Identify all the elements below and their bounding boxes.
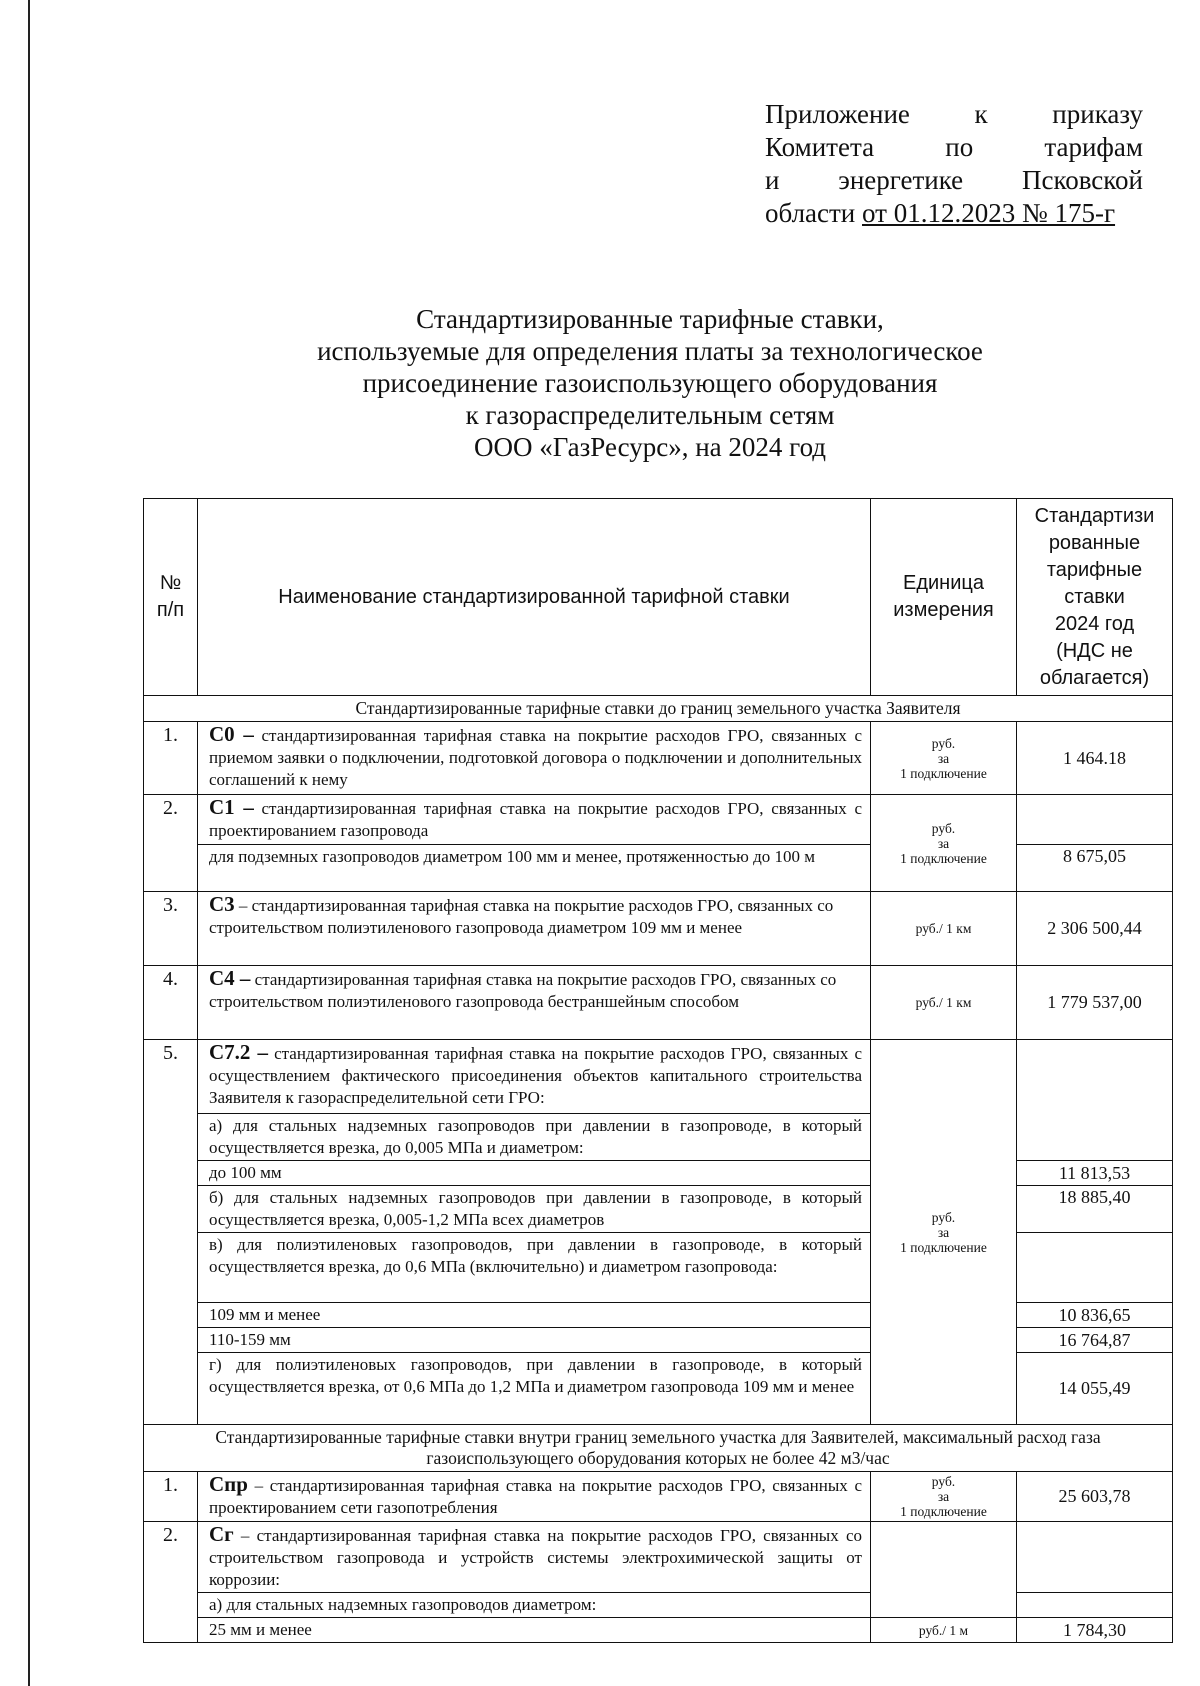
rate-code: С3 [209,892,235,916]
rate-value: 11 813,53 [1017,1161,1173,1186]
rate-subitem: 110-159 мм [198,1328,871,1353]
rate-description [198,722,871,795]
rate-subitem: г) для полиэтиленовых газопроводов, при давлении в газопроводе, в который осуществляется врезка, от 0,6 МПа до 1,2 МПа и диаметром газопровода 109 мм и менее [198,1353,871,1425]
rate-value-empty [1017,1522,1173,1593]
title-line-2: используемые для определения платы за технологическое [317,336,983,366]
rate-value: 1 784,30 [1017,1618,1173,1643]
rate-description [198,892,871,966]
rate-value-empty [1017,795,1173,845]
rate-text: стандартизированная тарифная ставка на покрытие расходов ГРО, связанных с проектированием газопровода [209,799,862,840]
unit-text: 1 подключение [900,1504,987,1519]
document-title [150,303,1150,463]
header-text: ставки [1064,585,1125,608]
rate-subitem: б) для стальных надземных газопроводов при давлении в газопроводе, в который осуществляется врезка, 0,005-1,2 МПа всех диаметров [198,1186,871,1233]
rate-description [198,1522,871,1593]
rate-code: С7.2 – [209,1040,269,1064]
order-reference: от 01.12.2023 № 175-г [862,198,1116,228]
rate-code: Спр [209,1472,248,1496]
header-text: п/п [156,599,185,621]
rate-value: 14 055,49 [1017,1353,1173,1425]
title-line-1: Стандартизированные тарифные ставки, [416,304,884,334]
rate-unit [871,722,1017,795]
approval-word: Комитета [765,132,875,162]
header-value [1017,499,1173,696]
rate-value: 16 764,87 [1017,1328,1173,1353]
approval-word: энергетике [838,165,964,195]
rate-unit: руб./ 1 км [871,892,1017,966]
header-text: облагается) [1039,666,1150,689]
section-heading-1: Стандартизированные тарифные ставки до границ земельного участка Заявителя [144,696,1173,722]
row-number: 2. [144,795,198,892]
rate-value-empty [1017,1593,1173,1618]
rate-unit: руб./ 1 м [871,1618,1017,1643]
table-row [144,795,1173,845]
unit-text: за [937,1224,950,1240]
header-num [144,499,198,696]
approval-word: по [945,132,974,162]
row-number: 4. [144,966,198,1040]
rate-subitem: для подземных газопроводов диаметром 100 мм и менее, протяженностью до 100 м [198,845,871,892]
rate-subitem: а) для стальных надземных газопроводов при давлении в газопроводе, в который осуществляется врезка, до 0,005 МПа и диаметром: [198,1114,871,1161]
rate-code: Сг [209,1522,234,1546]
tariff-rates-table [143,498,1173,1643]
approval-word: тарифам [1044,132,1143,162]
table-subrow [144,1593,1173,1618]
rate-value: 1 464.18 [1017,722,1173,795]
rate-description [198,1040,871,1114]
approval-block [765,98,1143,230]
rate-subitem: 109 мм и менее [198,1303,871,1328]
rate-subitem: а) для стальных надземных газопроводов диаметром: [198,1593,871,1618]
rate-subitem: 25 мм и менее [198,1618,871,1643]
header-unit [871,499,1017,696]
table-header-row [144,499,1173,696]
unit-text: 1 подключение [900,850,987,866]
approval-line-2 [765,131,1143,164]
approval-line-1 [765,98,1143,131]
rate-value: 25 603,78 [1017,1472,1173,1522]
rate-text: – стандартизированная тарифная ставка на покрытие расходов ГРО, связанных со строительством полиэтиленового газопровода диаметром 109 мм и менее [209,896,834,937]
section-row [144,1425,1173,1472]
title-line-4: к газораспределительным сетям [465,400,835,430]
row-number: 2. [144,1522,198,1643]
table-subrow [144,1161,1173,1186]
header-text: Стандартизи [1034,504,1155,527]
unit-text: за [937,835,950,851]
header-text: измерения [893,599,994,621]
header-text: Единица [903,572,984,594]
approval-line-4 [765,197,1143,230]
table-subrow [144,1233,1173,1303]
rate-text: стандартизированная тарифная ставка на покрытие расходов ГРО, связанных со строительством полиэтиленового газопровода бестраншейным способом [209,970,837,1011]
table-row [144,1522,1173,1593]
approval-word: Приложение [765,99,910,129]
approval-word: приказу [1052,99,1143,129]
rate-description [198,795,871,845]
rate-subitem: в) для полиэтиленовых газопроводов, при давлении в газопроводе, в который осуществляется врезка, до 0,6 МПа (включительно) и диаметром газопровода: [198,1233,871,1303]
approval-word: к [974,99,988,129]
table-subrow [144,845,1173,892]
table-subrow [144,1186,1173,1233]
approval-word: области [765,198,863,228]
unit-text: 1 подключение [900,765,987,781]
unit-text: руб. [931,820,956,836]
rate-unit: руб./ 1 км [871,966,1017,1040]
table-row [144,722,1173,795]
rate-description [198,1472,871,1522]
unit-text: 1 подключение [900,1239,987,1255]
unit-text: руб. [931,735,956,751]
table-subrow [144,1353,1173,1425]
unit-text: за [937,750,950,766]
approval-word: Псковской [1021,165,1143,195]
header-text: (НДС не [1056,639,1133,662]
row-number: 1. [144,722,198,795]
approval-word: и [765,165,780,195]
row-number: 1. [144,1472,198,1522]
rate-value: 8 675,05 [1017,845,1173,892]
header-name: Наименование стандартизированной тарифной ставки [198,499,871,696]
rate-value-empty [1017,1233,1173,1303]
rate-text: стандартизированная тарифная ставка на покрытие расходов ГРО, связанных с осуществлением фактического присоединения объектов капитального строительства Заявителя к газораспределительной сети ГРО: [209,1044,862,1107]
header-text: тарифные [1046,558,1143,581]
section-heading-2: Стандартизированные тарифные ставки внутри границ земельного участка для Заявителей, максимальный расход газа газоиспользующего оборудования которых не более 42 м3/час [144,1425,1173,1472]
table-row [144,1040,1173,1114]
rate-text: – стандартизированная тарифная ставка на покрытие расходов ГРО, связанных со строительством газопровода и устройств системы электрохимической защиты от коррозии: [209,1526,862,1589]
rate-code: С4 – [209,966,251,990]
table-subrow [144,1618,1173,1643]
rate-subitem: до 100 мм [198,1161,871,1186]
rate-value-empty [1017,1040,1173,1161]
approval-line-3 [765,164,1143,197]
title-line-5: ООО «ГазРесурс», на 2024 год [473,432,827,462]
table-subrow [144,1328,1173,1353]
rate-description [198,966,871,1040]
table-row [144,892,1173,966]
header-text: 2024 год [1054,612,1135,635]
unit-text: за [937,1489,950,1504]
rate-value: 2 306 500,44 [1017,892,1173,966]
rate-unit [871,795,1017,892]
rate-code: С0 – [209,722,254,746]
unit-text: руб. [931,1209,956,1225]
row-number: 5. [144,1040,198,1425]
rate-value: 10 836,65 [1017,1303,1173,1328]
table-subrow [144,1303,1173,1328]
rate-unit [871,1040,1017,1425]
rate-text: – стандартизированная тарифная ставка на покрытие расходов ГРО, связанных с проектированием сети газопотребления [209,1476,862,1517]
header-text: рованные [1048,531,1141,554]
rate-code: С1 – [209,795,254,819]
rate-unit [871,1472,1017,1522]
rate-unit-empty [871,1522,1017,1618]
table-row [144,966,1173,1040]
section-row [144,696,1173,722]
title-line-3: присоединение газоиспользующего оборудования [362,368,938,398]
rate-text: стандартизированная тарифная ставка на покрытие расходов ГРО, связанных с приемом заявки о подключении, подготовкой договора о подключении и дополнительных соглашений к нему [209,726,862,789]
table-row [144,1472,1173,1522]
header-text: № [159,572,182,594]
row-number: 3. [144,892,198,966]
unit-text: руб. [931,1474,956,1489]
scan-edge-line [28,0,30,1686]
rate-value: 18 885,40 [1017,1186,1173,1233]
rate-value: 1 779 537,00 [1017,966,1173,1040]
